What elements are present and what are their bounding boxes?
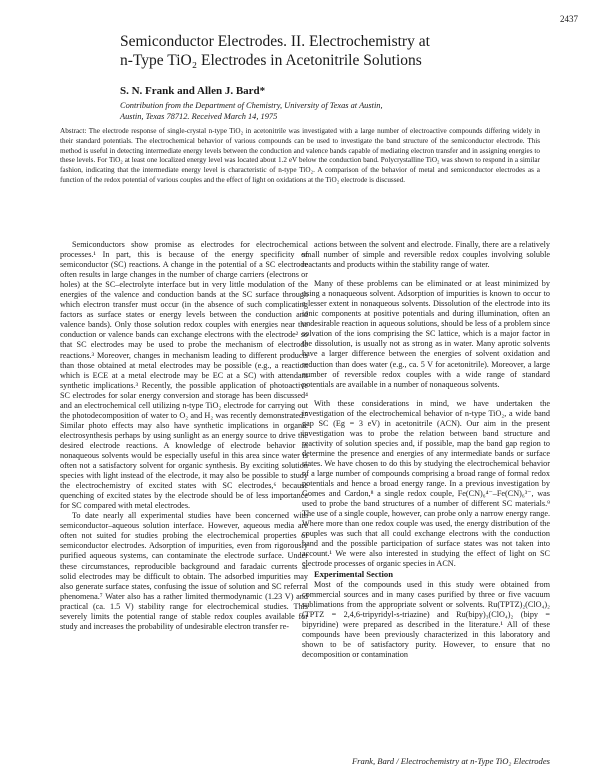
right-paragraph-4: Most of the compounds used in this study were obtained from commercial sources and in many cases purified by three or five vacuum sublimations from the appropriate solvent or solvents. Ru(TPTZ)₂(ClO₄)₂ (TPTZ = 2,4,6-tripyridyl-s-triazine) and Ru(bipy)₃(ClO₄)₂ (bipy = bipyridine) were prepared as described in the literature.¹ All of these compounds have been previously characterized in this laboratory and shown to be of satisfactory purity. However, to ensure that no decomposition or contamination — [302, 579, 550, 659]
left-column — [60, 240, 308, 632]
abstract-label: Abstract: — [60, 127, 87, 135]
abstract-text: The electrode response of single-crystal n-type TiO₂ in acetonitrile was investigated with a large number of electroactive compounds differing widely in their standard potentials. The electrochemical behavior of various compounds can be used to investigate the band structure of the semiconductor electrode. This method is useful in detecting intermediate energy levels between the conduction and valence bands capable of mediating electron transfer and in assigning energies to these levels. For TiO₂ at least one localized energy level was located about 1.2 eV below the conduction band. Polycrystalline TiO₂ was shown to respond in a similar fashion, indicating that the intermediate energy level is characteristic of n-type TiO₂. A comparison of the behavior of metal and semiconductor electrodes as a function of the redox potential of various couples and the effect of light on oxidations at the TiO₂ electrode is discussed. — [60, 127, 541, 184]
authors: S. N. Frank and Allen J. Bard* — [120, 85, 266, 97]
right-column — [302, 240, 550, 660]
right-paragraph-2: Many of these problems can be eliminated or at least minimized by using a nonaqueous solvent. Adsorption of impurities is known to occur to a lesser extent in nonaqueous solvents. Dissolution of the electrode into its ionic components at positive potentials and during illumination, often an undesirable reaction in aqueous solutions, should be less of a problem since solvation of the ions comprising the SC lattice, which is a major factor in the dissolution, is usually not as strong as in water. Many aprotic solvents have a larger difference between the energies of solvent oxidation and reduction than does water (e.g., ca. 5 V for acetonitrile). Moreover, a large number of reversible redox couples with a wide range of standard potentials are available in a number of nonaqueous solvents. — [302, 279, 550, 389]
right-paragraph-1: actions between the solvent and electrode. Finally, there are a relatively small number of simple and reversible redox couples involving soluble reactants and products within the stability range of water. — [302, 240, 550, 270]
page-number: 2437 — [560, 14, 578, 24]
left-paragraph-1: Semiconductors show promise as electrodes for electrochemical processes.¹ In part, this is because of the energy specificity of semiconductor (SC) reactions. A change in the potential of a SC electrode often results in large changes in the number of charge carriers (electrons or holes) at the SC–electrolyte interface but in very little modulation of the energies of the valence and conduction bands at the SC surface through which electron transfer must occur (in the absence of such complicating factors as surface states or energy levels between the conduction and valence bands). Only those solution redox couples with energies near the conduction or valence bands can exchange electrons with the electrode² so that SC electrodes may be used to probe the mechanism of electrode reactions.³ Moreover, changes in mechanism leading to different products than those obtained at metal electrodes may be possible (e.g., a reaction which is ECE at a metal electrode may be EC at a SC) with attendant synthetic implications.³ Recently, the possible application of photoactive SC electrodes for solar energy conversion and storage has been discussed⁴ and an electrochemical cell utilizing n-type TiO₂ electrode for carrying out the photodecomposition of water to O₂ and H₂ was recently demonstrated.⁵ Similar photo effects may also have synthetic implications in organic electrosynthesis perhaps by using sunlight as an energy source to drive the desired electrode reactions. A knowledge of electrode behavior in nonaqueous solvents would be especially useful in this area since water is often not a satisfactory solvent for organic synthesis. By exciting solution species with light instead of the electrode, it may also be possible to study the electrochemistry of excited states with SC electrodes,⁶ because quenching of excited states by the electrode should be of less importance for SC compared with metal electrodes. — [60, 240, 308, 511]
article-title — [120, 32, 520, 70]
section-heading: Experimental Section — [314, 569, 394, 580]
contribution-note — [120, 101, 540, 122]
title-line-2: n-Type TiO₂ Electrodes in Acetonitrile Solutions — [120, 52, 422, 69]
contribution-line-1: Contribution from the Department of Chemistry, University of Texas at Austin, — [120, 101, 383, 110]
title-line-1: Semiconductor Electrodes. II. Electrochemistry at — [120, 33, 430, 50]
abstract — [60, 127, 540, 186]
contribution-line-2: Austin, Texas 78712. Received March 14, 1975 — [120, 111, 278, 121]
left-paragraph-2: To date nearly all experimental studies have been concerned with semiconductor–aqueous solution interface. However, aqueous media are often not suited for studies probing the electrochemical properties of semiconductor electrodes. Adsorption of impurities, even from rigorously purified aqueous systems, can contaminate the electrode surface. Under these circumstances, reproducible background and faradaic currents at solid electrodes may be difficult to obtain. The adsorbed impurities may also generate surface states, confusing the issue of solution and SC referral phenomena.⁷ Water also has a rather limited thermodynamic (1.23 V) and practical (ca. 1.5 V) stability range for electrochemical studies. This severely limits the potential range of stable redox couples available for study and increases the probability of undesirable electron transfer re- — [60, 511, 308, 631]
right-paragraph-3: With these considerations in mind, we have undertaken the investigation of the electrochemical behavior of n-type TiO₂, a wide band gap SC (Eg = 3 eV) in acetonitrile (ACN). Our aim in the present investigation was to probe the relation between band structure and reactivity of solution species and, if possible, map the band gap region to determine the presence and energies of any intermediate bands or surface states. We have chosen to do this by studying the electrochemical behavior of a large number of compounds comprising a broad range of formal redox potentials and hence a broad energy range. In a previous investigation by Gomes and Cardon,⁸ a single redox couple, Fe(CN)₆⁴⁻–Fe(CN)₆³⁻, was used to probe the band structures of a number of different SC materials.⁹ The use of a single couple, however, can probe only a narrow energy range. Where more than one redox couple was used, the energy distribution of the couples was such that all could exchange electrons with the conduction band and the possible participation of surface states was not taken into account.¹ We were also interested in studying the effect of light on SC electrode processes of organic species in ACN. — [302, 398, 550, 569]
running-footer: Frank, Bard / Electrochemistry at n-Type TiO₂ Electrodes — [351, 756, 550, 766]
